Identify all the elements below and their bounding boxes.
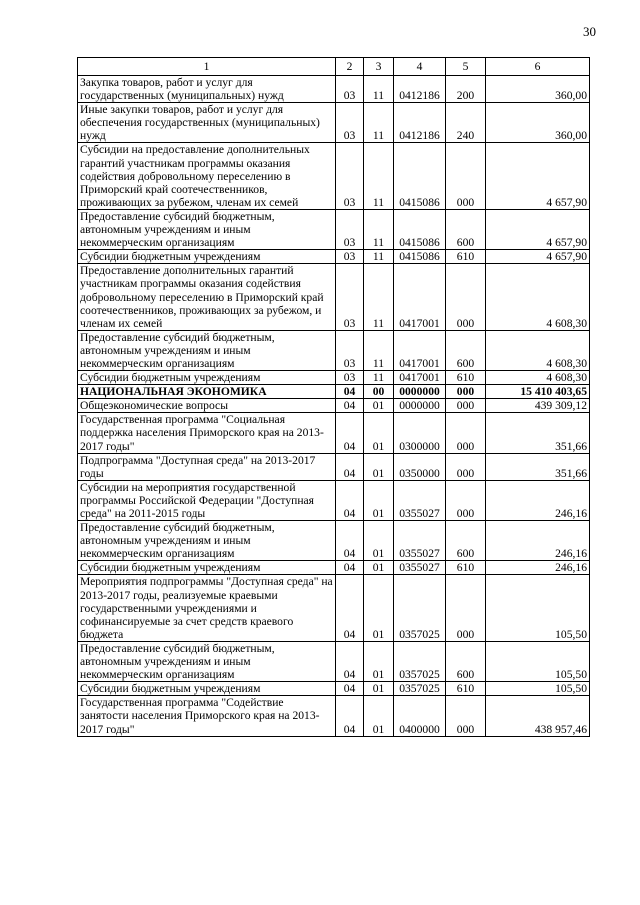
section-code-cell: 04 [336,399,364,413]
table-row [78,641,590,681]
expense-type-cell: 610 [446,250,486,264]
subsection-code-cell: 01 [364,696,394,736]
table-row [78,76,590,103]
header-cell-2: 2 [336,58,364,76]
subsection-code-cell: 01 [364,561,394,575]
expense-type-cell: 000 [446,413,486,453]
header-cell-4: 4 [394,58,446,76]
subsection-code-cell: 01 [364,399,394,413]
target-article-cell: 0300000 [394,413,446,453]
table-row [78,413,590,453]
target-article-cell: 0355027 [394,521,446,561]
target-article-cell: 0350000 [394,453,446,480]
table-row [78,453,590,480]
amount-cell: 105,50 [486,575,590,641]
section-code-cell: 04 [336,413,364,453]
header-cell-3: 3 [364,58,394,76]
target-article-cell: 0357025 [394,682,446,696]
subsection-code-cell: 01 [364,641,394,681]
target-article-cell: 0357025 [394,641,446,681]
amount-cell: 105,50 [486,682,590,696]
section-code-cell: 03 [336,209,364,249]
expense-type-cell: 610 [446,561,486,575]
subsection-code-cell: 11 [364,264,394,330]
page-number: 30 [583,24,596,39]
target-article-cell: 0357025 [394,575,446,641]
row-name-cell: Субсидии на предоставление дополнительных гарантий участникам программы оказания содействия добровольному переселению в Приморский край соотечественников, проживающих за рубежом, членам их семей [78,143,336,209]
amount-cell: 246,16 [486,561,590,575]
target-article-cell: 0415086 [394,209,446,249]
target-article-cell: 0412186 [394,76,446,103]
table-row [78,480,590,520]
table-row [78,561,590,575]
section-code-cell: 04 [336,521,364,561]
section-code-cell: 04 [336,575,364,641]
table-row [78,371,590,385]
amount-cell: 360,00 [486,103,590,143]
amount-cell: 4 608,30 [486,330,590,370]
amount-cell: 105,50 [486,641,590,681]
expense-type-cell: 000 [446,143,486,209]
expense-type-cell: 610 [446,371,486,385]
subsection-code-cell: 11 [364,250,394,264]
table-row [78,143,590,209]
section-code-cell: 03 [336,264,364,330]
table-row [78,385,590,399]
row-name-cell: Субсидии бюджетным учреждениям [78,371,336,385]
amount-cell: 439 309,12 [486,399,590,413]
row-name-cell: Предоставление субсидий бюджетным, автономным учреждениям и иным некоммерческим организациям [78,521,336,561]
amount-cell: 351,66 [486,413,590,453]
row-name-cell: Мероприятия подпрограммы "Доступная среда" на 2013-2017 годы, реализуемые краевыми государственными учреждениями и софинансируемые за счет средств краевого бюджета [78,575,336,641]
target-article-cell: 0415086 [394,143,446,209]
table-row [78,696,590,736]
target-article-cell: 0417001 [394,371,446,385]
section-code-cell: 03 [336,330,364,370]
amount-cell: 246,16 [486,480,590,520]
row-name-cell: Субсидии на мероприятия государственной программы Российской Федерации "Доступная среда" на 2011-2015 годы [78,480,336,520]
expense-type-cell: 000 [446,264,486,330]
row-name-cell: Предоставление субсидий бюджетным, автономным учреждениям и иным некоммерческим организациям [78,209,336,249]
section-code-cell: 04 [336,682,364,696]
section-code-cell: 03 [336,250,364,264]
row-name-cell: Закупка товаров, работ и услуг для государственных (муниципальных) нужд [78,76,336,103]
target-article-cell: 0000000 [394,399,446,413]
row-name-cell: Предоставление дополнительных гарантий участникам программы оказания содействия добровольному переселению в Приморский край соотечественников, проживающих за рубежом, и членам их семей [78,264,336,330]
subsection-code-cell: 11 [364,330,394,370]
table-row [78,264,590,330]
row-name-cell: Субсидии бюджетным учреждениям [78,682,336,696]
row-name-cell: Предоставление субсидий бюджетным, автономным учреждениям и иным некоммерческим организациям [78,641,336,681]
header-cell-5: 5 [446,58,486,76]
section-code-cell: 04 [336,385,364,399]
subsection-code-cell: 01 [364,413,394,453]
budget-table [77,57,590,737]
table-header-row [78,58,590,76]
target-article-cell: 0417001 [394,330,446,370]
subsection-code-cell: 01 [364,480,394,520]
section-code-cell: 04 [336,480,364,520]
expense-type-cell: 000 [446,399,486,413]
target-article-cell: 0417001 [394,264,446,330]
subsection-code-cell: 11 [364,209,394,249]
amount-cell: 4 657,90 [486,209,590,249]
section-code-cell: 03 [336,371,364,385]
row-name-cell: Предоставление субсидий бюджетным, автономным учреждениям и иным некоммерческим организациям [78,330,336,370]
subsection-code-cell: 01 [364,453,394,480]
table-row [78,682,590,696]
subsection-code-cell: 11 [364,76,394,103]
target-article-cell: 0355027 [394,561,446,575]
subsection-code-cell: 00 [364,385,394,399]
expense-type-cell: 610 [446,682,486,696]
table-row [78,209,590,249]
section-code-cell: 04 [336,561,364,575]
row-name-cell: Подпрограмма "Доступная среда" на 2013-2017 годы [78,453,336,480]
row-name-cell: Субсидии бюджетным учреждениям [78,250,336,264]
table-row [78,521,590,561]
table-row [78,330,590,370]
expense-type-cell: 240 [446,103,486,143]
amount-cell: 4 657,90 [486,250,590,264]
section-code-cell: 03 [336,103,364,143]
section-code-cell: 03 [336,76,364,103]
amount-cell: 360,00 [486,76,590,103]
subsection-code-cell: 01 [364,575,394,641]
row-name-cell: Общеэкономические вопросы [78,399,336,413]
section-code-cell: 04 [336,453,364,480]
amount-cell: 4 608,30 [486,371,590,385]
target-article-cell: 0355027 [394,480,446,520]
amount-cell: 4 657,90 [486,143,590,209]
expense-type-cell: 600 [446,521,486,561]
header-cell-6: 6 [486,58,590,76]
row-name-cell: Субсидии бюджетным учреждениям [78,561,336,575]
amount-cell: 4 608,30 [486,264,590,330]
row-name-cell: Иные закупки товаров, работ и услуг для обеспечения государственных (муниципальных) нужд [78,103,336,143]
table-row [78,575,590,641]
target-article-cell: 0412186 [394,103,446,143]
expense-type-cell: 600 [446,330,486,370]
subsection-code-cell: 11 [364,103,394,143]
row-name-cell: Государственная программа "Социальная поддержка населения Приморского края на 2013-2017 годы" [78,413,336,453]
row-name-cell: НАЦИОНАЛЬНАЯ ЭКОНОМИКА [78,385,336,399]
amount-cell: 351,66 [486,453,590,480]
expense-type-cell: 200 [446,76,486,103]
target-article-cell: 0400000 [394,696,446,736]
target-article-cell: 0000000 [394,385,446,399]
section-code-cell: 03 [336,143,364,209]
expense-type-cell: 000 [446,453,486,480]
expense-type-cell: 000 [446,385,486,399]
expense-type-cell: 000 [446,480,486,520]
amount-cell: 15 410 403,65 [486,385,590,399]
expense-type-cell: 600 [446,209,486,249]
subsection-code-cell: 11 [364,143,394,209]
target-article-cell: 0415086 [394,250,446,264]
subsection-code-cell: 11 [364,371,394,385]
subsection-code-cell: 01 [364,682,394,696]
expense-type-cell: 600 [446,641,486,681]
section-code-cell: 04 [336,641,364,681]
subsection-code-cell: 01 [364,521,394,561]
expense-type-cell: 000 [446,575,486,641]
header-cell-1: 1 [78,58,336,76]
row-name-cell: Государственная программа "Содействие занятости населения Приморского края на 2013-2017 годы" [78,696,336,736]
table-row [78,250,590,264]
table-row [78,103,590,143]
expense-type-cell: 000 [446,696,486,736]
section-code-cell: 04 [336,696,364,736]
amount-cell: 246,16 [486,521,590,561]
amount-cell: 438 957,46 [486,696,590,736]
table-row [78,399,590,413]
